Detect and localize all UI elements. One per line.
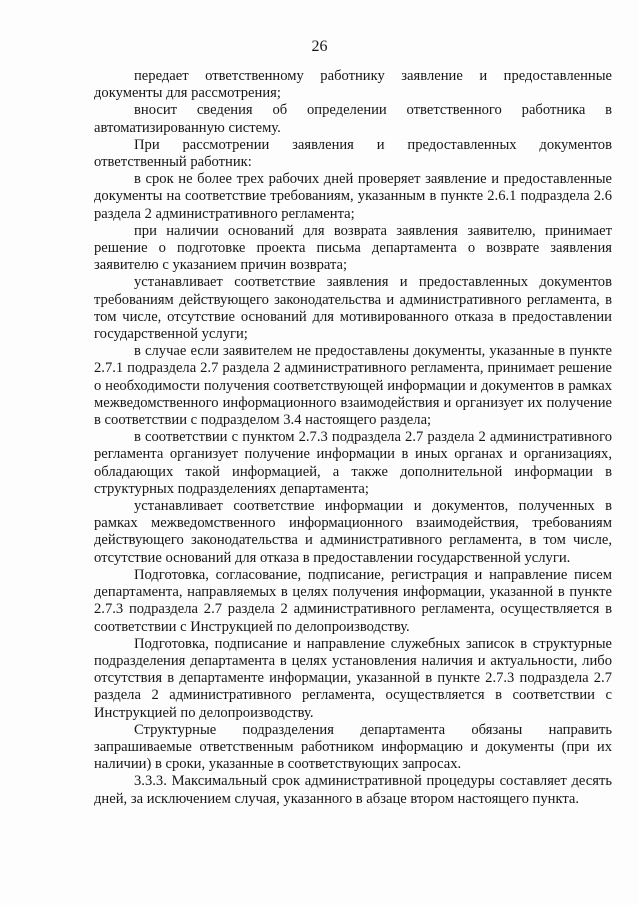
- paragraph: Подготовка, подписание и направление служебных записок в структурные подразделения департамента в целях установления наличия и актуальности, либо отсутствия в департаменте информации, указанной в пункте 2.7.3 подраздела 2.7 раздела 2 административного регламента, осуществляется в соответствии с Инструкцией по делопроизводству.: [94, 635, 612, 721]
- paragraph: устанавливает соответствие информации и документов, полученных в рамках межведомственного информационного взаимодействия, требованиям действующего законодательства и административного регламента, в том числе, отсутствие оснований для отказа в предоставлении государственной услуги.: [94, 498, 612, 566]
- document-body: [94, 68, 612, 808]
- paragraph: устанавливает соответствие заявления и предоставленных документов требованиям действующего законодательства и административного регламента, в том числе, отсутствие оснований для мотивированного отказа в предоставлении государственной услуги;: [94, 274, 612, 343]
- paragraph: При рассмотрении заявления и предоставленных документов ответственный работник:: [94, 136, 612, 171]
- paragraph: Подготовка, согласование, подписание, регистрация и направление писем департамента, направляемых в целях получения информации, указанной в пункте 2.7.3 подраздела 2.7 раздела 2 административного регламента, осуществляется в соответствии с Инструкцией по делопроизводству.: [94, 566, 612, 635]
- paragraph: в случае если заявителем не предоставлены документы, указанные в пункте 2.7.1 подраздела 2.7 раздела 2 административного регламента, принимает решение о необходимости получения соответствующей информации и документов в рамках межведомственного информационного взаимодействия и организует их получение в соответствии с подразделом 3.4 настоящего раздела;: [94, 343, 612, 429]
- paragraph: передает ответственному работнику заявление и предоставленные документы для рассмотрения;: [94, 68, 612, 102]
- paragraph: вносит сведения об определении ответственного работника в автоматизированную систему.: [94, 102, 612, 136]
- paragraph: Структурные подразделения департамента обязаны направить запрашиваемые ответственным работником информацию и документы (при их наличии) в сроки, указанные в соответствующих запросах.: [94, 721, 612, 773]
- paragraph: в соответствии с пунктом 2.7.3 подраздела 2.7 раздела 2 административного регламента организует получение информации в иных органах и организациях, обладающих такой информацией, а также дополнительной информации в структурных подразделениях департамента;: [94, 429, 612, 497]
- page-number: 26: [311, 38, 328, 55]
- paragraph: 3.3.3. Максимальный срок административной процедуры составляет десять дней, за исключением случая, указанного в абзаце втором настоящего пункта.: [94, 773, 612, 807]
- paragraph: в срок не более трех рабочих дней проверяет заявление и предоставленные документы на соответствие требованиям, указанным в пункте 2.6.1 подраздела 2.6 раздела 2 административного регламента;: [94, 171, 612, 222]
- paragraph: при наличии оснований для возврата заявления заявителю, принимает решение о подготовке проекта письма департамента о возврате заявления заявителю с указанием причин возврата;: [94, 222, 612, 274]
